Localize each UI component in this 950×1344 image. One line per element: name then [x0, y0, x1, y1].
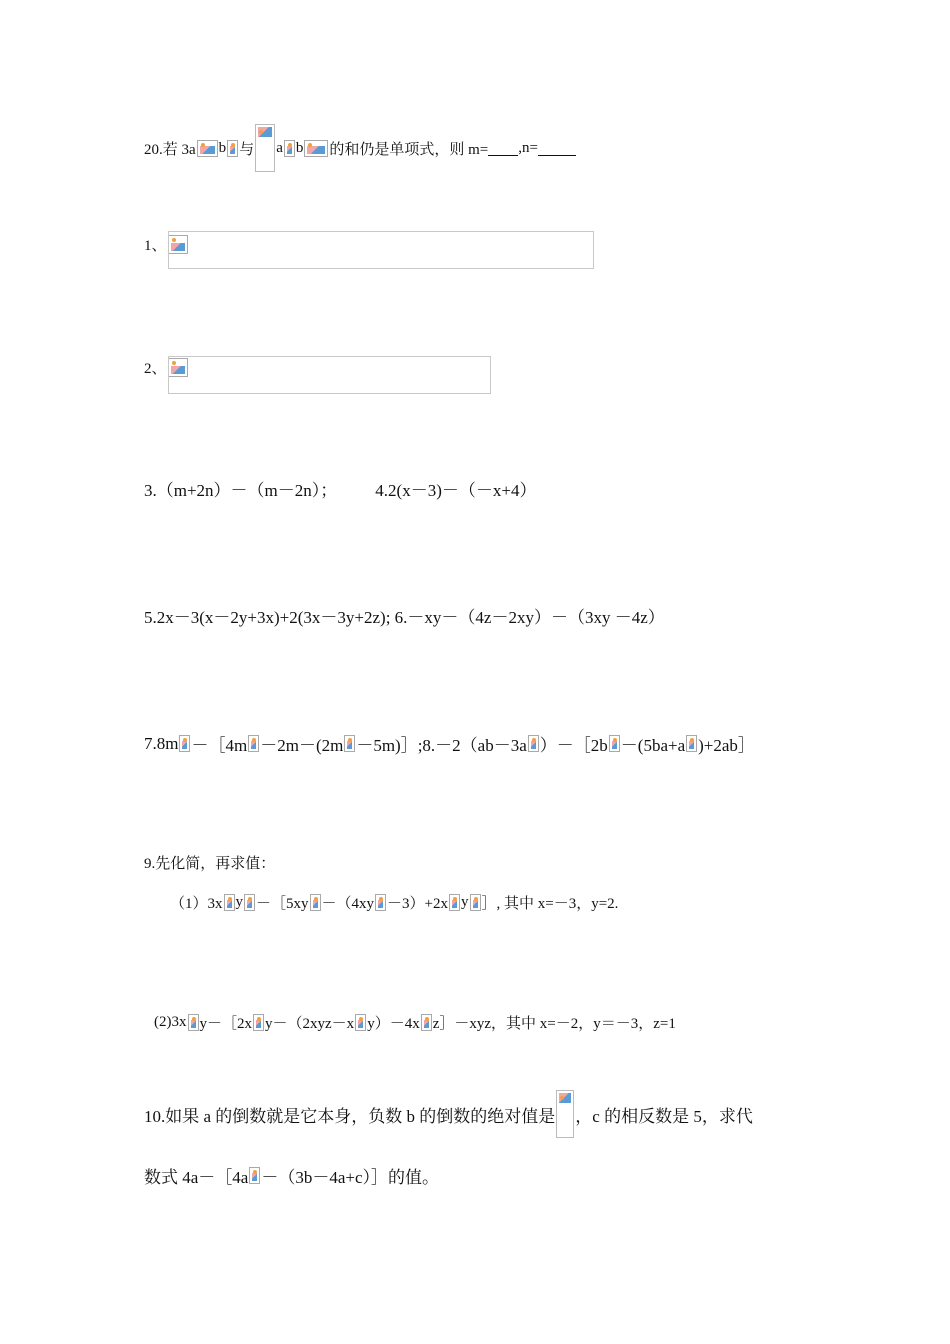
question-10-line-1	[144, 1090, 753, 1138]
formula-image-icon	[249, 1167, 260, 1184]
fraction-image-icon	[556, 1090, 574, 1138]
q10-line2b: －（3b－4a+c）］的值。	[261, 1168, 440, 1187]
question-10-line-2	[144, 1163, 439, 1188]
q20-with: 与	[239, 141, 255, 158]
q56-text: 5.2x－3(x－2y+3x)+2(3x－3y+2z); 6.－xy－（4z－2xy）－（3xy －4z）	[144, 608, 665, 627]
q9p1-t5: －3）+2x	[387, 896, 449, 912]
answer-blank-m[interactable]	[488, 141, 518, 156]
q20-n: ,n=	[518, 139, 538, 156]
q10-line1a: 10.如果 a 的倒数就是它本身，负数 b 的倒数的绝对值是	[144, 1106, 556, 1126]
q78-t3: －2m－(2m	[260, 736, 344, 755]
question-9-part-1	[170, 892, 618, 913]
formula-image-icon	[470, 894, 481, 911]
q20-b2: b	[295, 139, 304, 156]
formula-image-icon	[310, 894, 321, 911]
question-20	[144, 124, 576, 172]
q20-a2: a	[276, 139, 283, 156]
questions-7-8	[144, 731, 755, 756]
q9p1-t2: y	[235, 894, 244, 910]
fraction-image-icon	[255, 124, 275, 172]
formula-image-icon	[609, 735, 620, 752]
formula-image-icon	[179, 735, 190, 752]
formula-image-icon	[375, 894, 386, 911]
q78-t1: 7.8m	[144, 733, 179, 753]
q10-line2a: 数式 4a－［4a	[144, 1168, 249, 1187]
formula-frame-1	[168, 231, 594, 269]
q4-text: 4.2(x－3)－（－x+4）	[375, 481, 537, 500]
formula-image-icon	[284, 140, 295, 157]
q20-b1: b	[218, 139, 227, 156]
q9p2-t5: z］－xyz，其中 x=－2，y＝－3，z=1	[432, 1016, 676, 1032]
q20-prefix: 20.若 3a	[144, 141, 196, 158]
q78-t4: －5m)］;8.－2（ab－3a	[356, 736, 527, 755]
q9p1-t6: y	[461, 894, 469, 910]
q78-t7: )+2ab］	[698, 736, 755, 755]
formula-image-icon	[304, 140, 328, 157]
formula-image-icon	[449, 894, 460, 911]
formula-image-icon	[355, 1014, 366, 1031]
formula-image-icon	[686, 735, 697, 752]
formula-image-icon	[248, 735, 259, 752]
q9p2-t3: y－（2xyz－x	[265, 1016, 355, 1032]
question-9-title	[144, 852, 275, 873]
formula-image-icon	[421, 1014, 432, 1031]
q3-text: 3.（m+2n）－（m－2n）；	[144, 481, 338, 500]
formula-frame-2	[168, 356, 491, 394]
formula-image-icon	[224, 894, 235, 911]
q9p2-t1: (2)3x	[154, 1014, 187, 1030]
formula-image-icon	[244, 894, 255, 911]
q9p1-t4: －（4xy	[321, 896, 375, 912]
formula-image-icon	[197, 140, 218, 157]
answer-blank-n[interactable]	[538, 141, 576, 156]
q20-suffix: 的和仍是单项式，则 m=	[329, 141, 489, 158]
q1-label: 1、	[144, 238, 167, 254]
q10-line1b: ，c 的相反数是 5，求代	[575, 1106, 753, 1126]
q9p1-t3: －［5xy	[256, 896, 309, 912]
q9-title: 9.先化简，再求值：	[144, 856, 276, 872]
q9p2-t4: y）－4x	[367, 1016, 420, 1032]
formula-image-icon	[188, 1014, 199, 1031]
formula-image-icon	[227, 140, 238, 157]
formula-image-icon	[528, 735, 539, 752]
questions-5-6	[144, 603, 665, 628]
formula-image-icon	[253, 1014, 264, 1031]
q9p1-t1: （1）3x	[170, 896, 223, 912]
q78-t2: －［4m	[191, 736, 248, 755]
q78-t5: ）－［2b	[539, 736, 608, 755]
questions-3-4	[144, 476, 536, 501]
question-9-part-2	[154, 1012, 676, 1033]
formula-image-icon	[344, 735, 355, 752]
q2-label: 2、	[144, 361, 167, 377]
q9p2-t2: y－［2x	[199, 1016, 253, 1032]
q78-t6: －(5ba+a	[620, 736, 686, 755]
q9p1-t7: ］, 其中 x=－3，y=2.	[481, 896, 619, 912]
